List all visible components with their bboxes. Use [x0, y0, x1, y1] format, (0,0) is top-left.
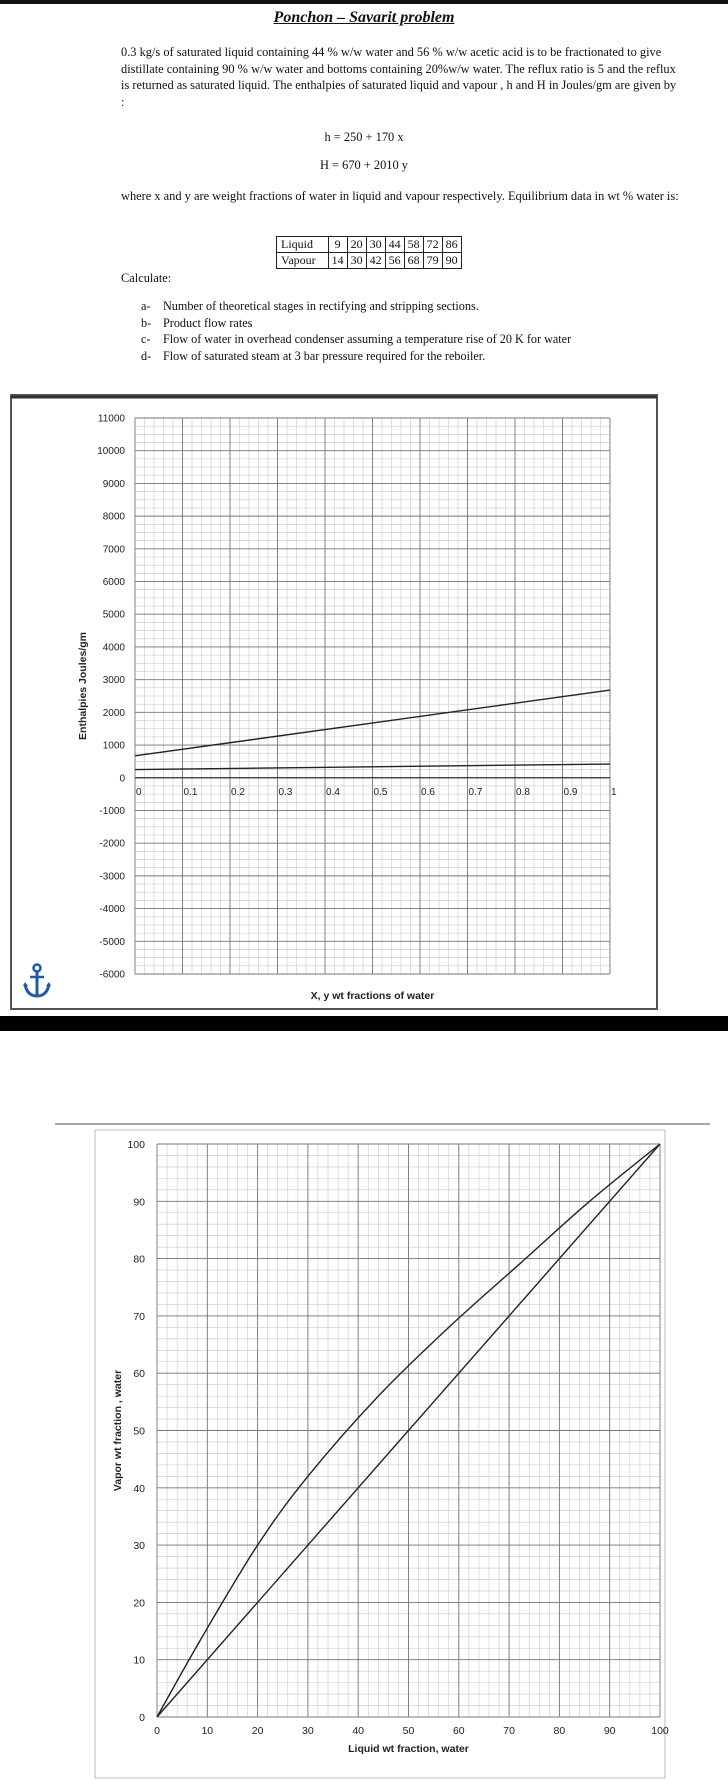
equilibrium-table [276, 236, 462, 269]
y-tick-label: -3000 [99, 871, 125, 883]
enthalpy-chart [10, 394, 658, 1010]
page-title: Ponchon – Savarit problem [273, 9, 455, 26]
table-cell: 9 [328, 237, 347, 253]
x-tick-label: 0.8 [516, 786, 530, 798]
y-axis-title: Vapor wt fraction , water [112, 1369, 124, 1492]
equilibrium-chart [55, 1122, 715, 1782]
task-text: Number of theoretical stages in rectifying and stripping sections. [163, 299, 479, 313]
page-divider [0, 1016, 728, 1031]
row-label-vapour: Vapour [277, 253, 329, 269]
list-item [141, 348, 571, 365]
y-tick-label: 7000 [102, 544, 125, 556]
table-row-liquid [277, 237, 462, 253]
y-tick-label: -6000 [99, 969, 125, 981]
table-cell: 72 [423, 237, 442, 253]
y-tick-label: 80 [133, 1253, 145, 1266]
x-tick-label: 80 [553, 1725, 566, 1737]
table-cell: 56 [385, 253, 404, 269]
task-letter: d- [141, 348, 152, 363]
y-tick-label: 10000 [97, 446, 125, 458]
task-letter: b- [141, 315, 152, 330]
x-tick-label: 70 [503, 1725, 515, 1737]
x-tick-label: 0.9 [563, 786, 578, 798]
y-tick-label: 4000 [102, 642, 125, 654]
x-tick-label: 10 [201, 1725, 214, 1737]
task-text: Product flow rates [163, 315, 253, 330]
problem-statement: 0.3 kg/s of saturated liquid containing 44 % w/w water and 56 % w/w acetic acid is to be fractionated to give distillate containing 90 % w/w water and bottoms containing 20%w/w water. The reflux ratio is 5 and the reflux is returned as saturated liquid. The enthalpies of saturated liquid and vapour , h and H in Joules/gm are given by : [121, 45, 677, 109]
y-tick-label: 30 [133, 1540, 145, 1553]
list-item [141, 331, 571, 348]
y-tick-label: 0 [119, 773, 125, 785]
table-cell: 42 [366, 253, 385, 269]
y-tick-label: 10 [133, 1654, 145, 1667]
y-tick-label: -1000 [99, 805, 125, 817]
equation-liquid-enthalpy: h = 250 + 170 x [324, 130, 404, 144]
table-cell: 20 [347, 237, 366, 253]
y-tick-label: 5000 [102, 609, 125, 621]
equation-vapour-enthalpy: H = 670 + 2010 y [320, 158, 408, 172]
table-cell: 68 [404, 253, 423, 269]
y-axis-title: Enthalpies Joules/gm [77, 632, 89, 740]
x-tick-label: 20 [251, 1725, 264, 1737]
equilibrium-intro: where x and y are weight fractions of water in liquid and vapour respectively. Equilibrium data in wt % water is: [121, 189, 679, 203]
y-tick-label: 70 [133, 1310, 145, 1323]
x-tick-label: 0.5 [373, 786, 388, 798]
y-tick-label: 3000 [102, 675, 125, 687]
x-tick-label: 0.1 [183, 786, 198, 798]
y-tick-label: 6000 [102, 577, 125, 589]
table-cell: 44 [385, 237, 404, 253]
x-tick-label: 30 [302, 1725, 314, 1737]
task-list [141, 298, 571, 364]
x-tick-label: 1 [611, 786, 617, 798]
x-tick-label: 0 [136, 786, 142, 798]
y-tick-label: 20 [133, 1597, 145, 1610]
y-tick-label: 100 [127, 1139, 145, 1151]
table-cell: 58 [404, 237, 423, 253]
y-tick-label: -5000 [99, 936, 125, 948]
anchor-icon [22, 963, 52, 999]
x-tick-label: 90 [603, 1725, 616, 1737]
y-tick-label: 40 [133, 1482, 145, 1495]
y-tick-label: 0 [139, 1712, 145, 1724]
list-item [141, 315, 571, 332]
y-tick-label: 1000 [102, 740, 125, 752]
table-cell: 30 [347, 253, 366, 269]
top-border [0, 0, 728, 4]
row-label-liquid: Liquid [277, 237, 329, 253]
x-tick-label: 0.4 [326, 786, 340, 798]
table-cell: 86 [442, 237, 461, 253]
table-cell: 90 [442, 253, 461, 269]
task-text: Flow of water in overhead condenser assuming a temperature rise of 20 K for water [163, 332, 572, 346]
task-letter: a- [141, 299, 151, 313]
x-axis-title: X, y wt fractions of water [310, 990, 435, 1002]
y-tick-label: 2000 [102, 707, 125, 719]
list-item [141, 298, 571, 315]
table-cell: 79 [423, 253, 442, 269]
x-tick-label: 0.3 [278, 786, 293, 798]
y-tick-label: 8000 [102, 511, 125, 523]
y-tick-label: 60 [133, 1368, 145, 1381]
x-tick-label: 100 [651, 1725, 669, 1737]
y-tick-label: -4000 [99, 904, 125, 916]
y-tick-label: 11000 [97, 413, 125, 425]
table-cell: 30 [366, 237, 385, 253]
calculate-label: Calculate: [121, 271, 172, 285]
y-tick-label: -2000 [99, 838, 125, 850]
task-text: Flow of saturated steam at 3 bar pressure required for the reboiler. [163, 348, 486, 363]
table-cell: 14 [328, 253, 347, 269]
x-tick-label: 40 [352, 1725, 365, 1737]
y-tick-label: 50 [133, 1425, 145, 1438]
x-axis-title: Liquid wt fraction, water [348, 1743, 469, 1755]
x-tick-label: 0.2 [231, 786, 245, 798]
y-tick-label: 9000 [102, 478, 125, 490]
x-tick-label: 60 [452, 1725, 465, 1737]
table-row-vapour [277, 253, 462, 269]
x-tick-label: 50 [402, 1725, 415, 1737]
task-letter: c- [141, 332, 151, 346]
x-tick-label: 0.7 [468, 786, 483, 798]
y-tick-label: 90 [133, 1196, 145, 1209]
x-tick-label: 0 [154, 1725, 160, 1737]
x-tick-label: 0.6 [421, 786, 435, 798]
